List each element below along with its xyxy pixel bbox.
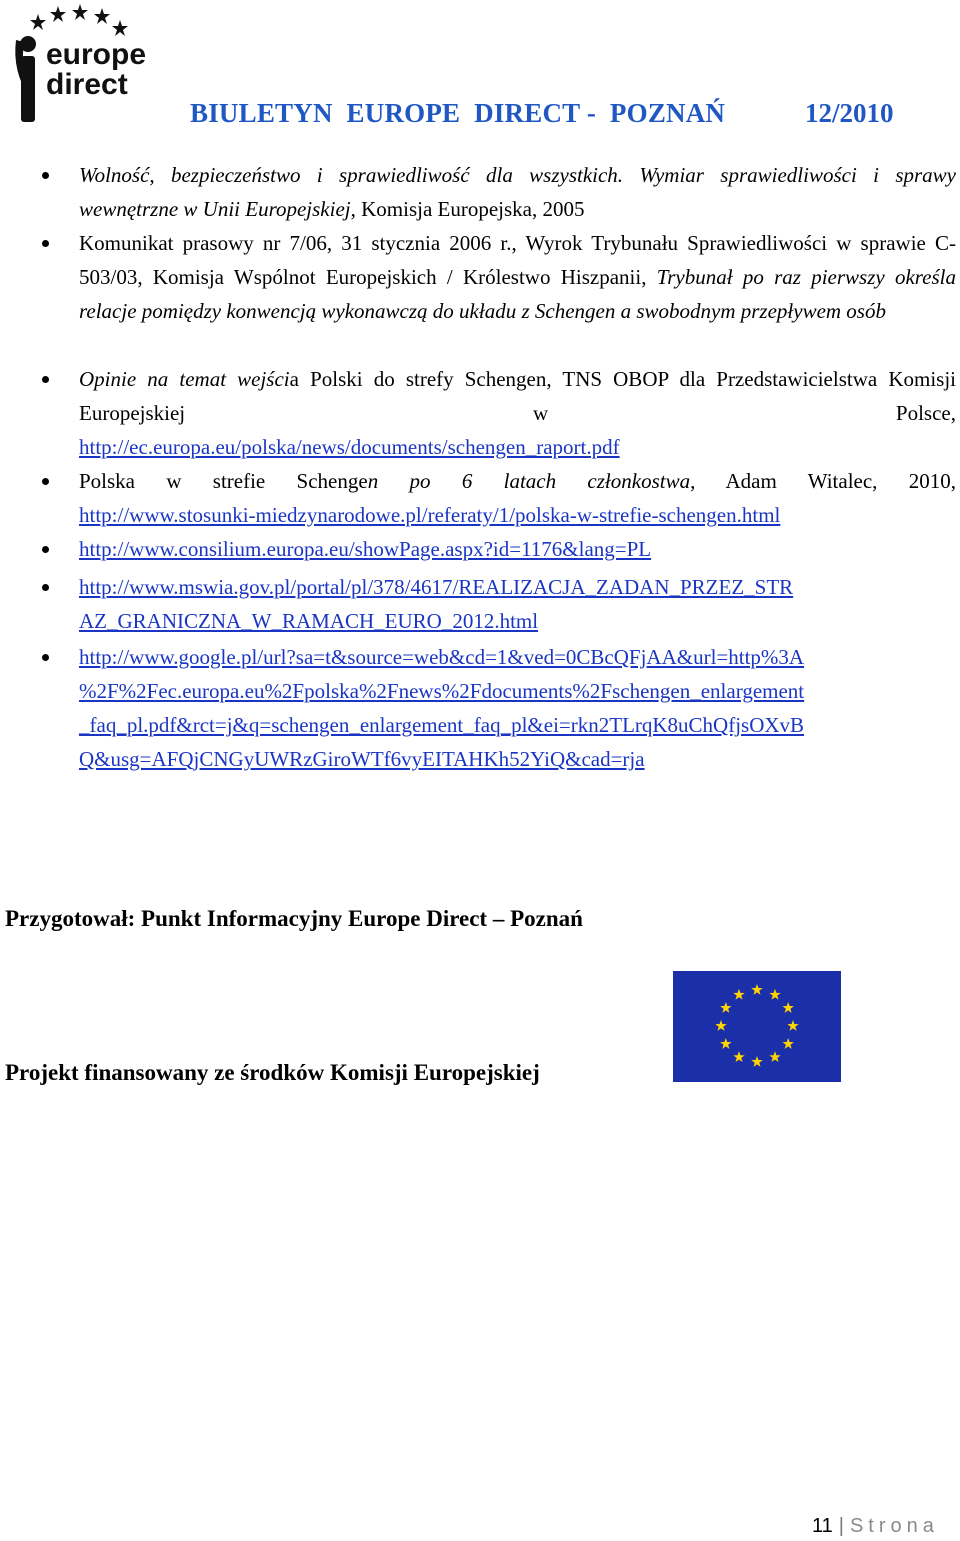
reference-link-line: http://www.mswia.gov.pl/portal/pl/378/4617/REALIZACJA_ZADAN_PRZEZ_STR: [79, 575, 794, 599]
bullet-icon: [42, 584, 49, 591]
page-label: Strona: [849, 1515, 939, 1537]
eu-flag-icon: [673, 971, 841, 1082]
reference-source: Komunikat prasowy nr 7/06, 31 stycznia 2006 r., Wyrok Trybunału Sprawiedliwości w sprawie C-503/03, Komisja Wspólnot Europejskich / Królestwo Hiszpanii,: [79, 231, 956, 289]
reference-link-line: AZ_GRANICZNA_W_RAMACH_EURO_2012.html: [79, 609, 539, 633]
reference-link[interactable]: [79, 575, 793, 633]
reference-link[interactable]: http://www.consilium.europa.eu/showPage.aspx?id=1176&lang=PL: [79, 537, 652, 561]
reference-title: Opinie na temat wejści: [79, 367, 290, 391]
footer-separator: |: [838, 1515, 844, 1537]
logo-i-dot: [20, 36, 36, 52]
reference-item: [79, 362, 956, 464]
reference-title-part: Polska w strefie Schenge: [79, 469, 368, 493]
reference-title: n po 6 latach członkostwa: [367, 469, 691, 493]
reference-title: Trybunał po raz pierwszy określa relacje pomiędzy konwencją wykonawczą do układu z Schengen a swobodnym przepływem osób: [79, 265, 956, 323]
logo-text-direct: direct: [46, 68, 128, 101]
reference-link-line: Q&usg=AFQjCNGyUWRzGiroWTf6vyEITAHKh52YiQ&cad=rja: [79, 747, 645, 771]
page-footer: [812, 1515, 939, 1538]
reference-item: [79, 570, 956, 638]
reference-link[interactable]: http://www.stosunki-miedzynarodowe.pl/referaty/1/polska-w-strefie-schengen.html: [79, 503, 781, 527]
bullet-icon: [42, 376, 49, 383]
reference-link-line: %2F%2Fec.europa.eu%2Fpolska%2Fnews%2Fdocuments%2Fschengen_enlargement: [79, 679, 805, 703]
reference-item: [79, 532, 956, 566]
bulletin-issue: 12/2010: [805, 98, 894, 128]
bullet-icon: [42, 654, 49, 661]
page-number: 11: [812, 1515, 833, 1537]
reference-item: [79, 226, 956, 328]
reference-item: [79, 464, 956, 532]
reference-link-line: http://www.google.pl/url?sa=t&source=web&cd=1&ved=0CBcQFjAA&url=http%3A: [79, 645, 805, 669]
reference-item: [79, 158, 956, 226]
reference-source: a Polski do strefy Schengen, TNS OBOP dla Przedstawicielstwa Komisji Europejskiej w Polsce,: [79, 367, 956, 425]
bullet-icon: [42, 240, 49, 247]
reference-link[interactable]: [79, 645, 804, 771]
logo-text-europe: europe: [46, 38, 147, 71]
bullet-icon: [42, 478, 49, 485]
logo-stars-icon: [30, 4, 128, 36]
bulletin-title: BIULETYN EUROPE DIRECT - POZNAŃ: [190, 98, 726, 128]
reference-title: Wolność, bezpieczeństwo i sprawiedliwość dla wszystkich. Wymiar sprawiedliwości i sprawy wewnętrzne w Unii Europejskiej: [79, 163, 956, 221]
reference-source: , Komisja Europejska, 2005: [350, 197, 585, 221]
reference-source: , Adam Witalec, 2010,: [690, 469, 956, 493]
reference-link-line: _faq_pl.pdf&rct=j&q=schengen_enlargement_faq_pl&ei=rkn2TLrqK8uChQfjsOXvB: [79, 713, 805, 737]
bullet-icon: [42, 172, 49, 179]
bullet-icon: [42, 546, 49, 553]
logo-i-stem: [21, 56, 35, 122]
prepared-by: Przygotował: Punkt Informacyjny Europe Direct – Poznań: [5, 906, 583, 931]
europe-direct-logo: [8, 2, 148, 128]
reference-link[interactable]: http://ec.europa.eu/polska/news/documents/schengen_raport.pdf: [79, 435, 620, 459]
funded-by: Projekt finansowany ze środków Komisji Europejskiej: [5, 1060, 540, 1085]
reference-item: [79, 640, 956, 776]
